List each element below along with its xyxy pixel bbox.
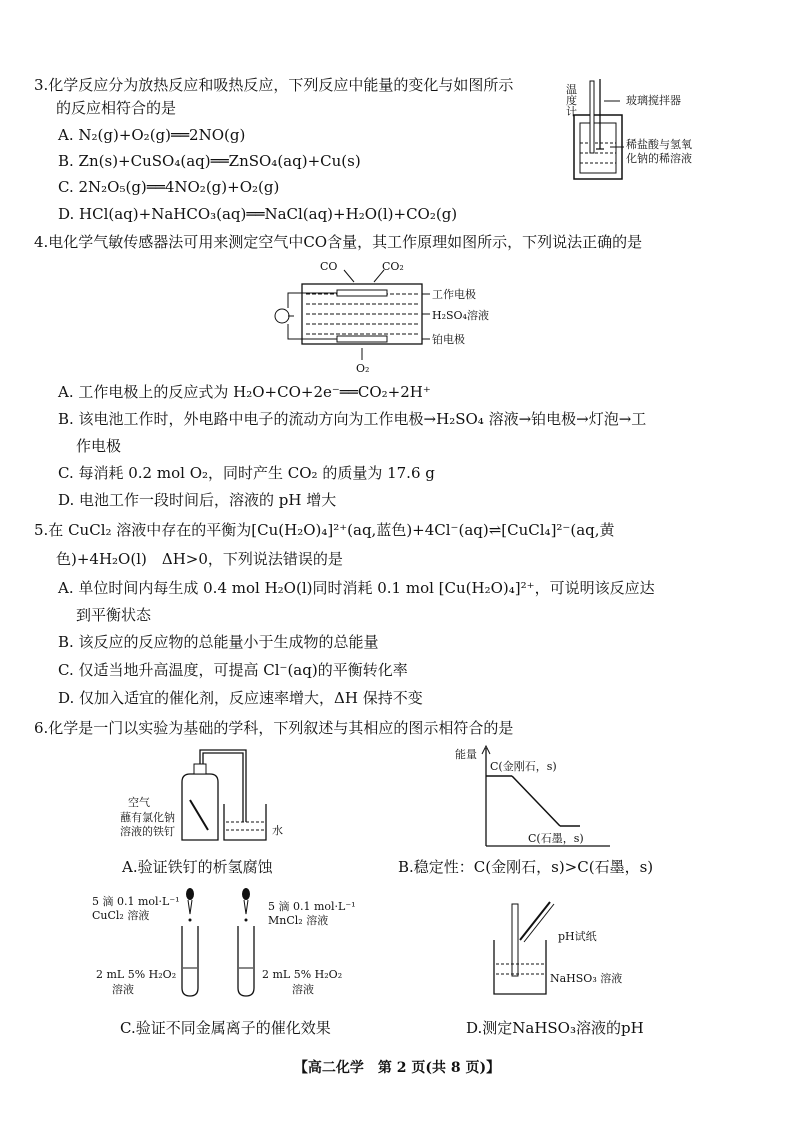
page-footer: 【高二化学 第 2 页(共 8 页)】 xyxy=(293,1060,501,1076)
fig-c-right-solution-line1: 2 mL 5% H₂O₂ xyxy=(262,968,343,981)
fig-c-test-tubes xyxy=(170,880,280,1000)
fig-c-right-solution-line2: 溶液 xyxy=(292,983,314,996)
fig-c-right-drop-line1: 5 滴 0.1 mol·L⁻¹ xyxy=(268,900,356,913)
h2so4-label: H₂SO₄溶液 xyxy=(432,309,489,322)
fig-b-graphite-label: C(石墨，s) xyxy=(528,832,584,845)
q3-option-d: D. HCl(aq)+NaHCO₃(aq)══NaCl(aq)+H₂O(l)+CO₂(g) xyxy=(58,205,458,223)
fig-a-nail-label-line1: 蘸有氯化钠 xyxy=(120,811,175,824)
q3-option-a: A. N₂(g)+O₂(g)══2NO(g) xyxy=(58,126,246,144)
fig-c-left-solution-line1: 2 mL 5% H₂O₂ xyxy=(96,968,177,981)
q4-option-c: C. 每消耗 0.2 mol O₂，同时产生 CO₂ 的质量为 17.6 g xyxy=(58,464,435,482)
q4-stem: 4.电化学气敏传感器法可用来测定空气中CO含量，其工作原理如图所示，下列说法正确的是 xyxy=(34,233,643,251)
fig-b-diamond-label: C(金刚石，s) xyxy=(490,760,557,773)
stirrer-label: 玻璃搅拌器 xyxy=(626,94,681,107)
fig-a-water-label: 水 xyxy=(272,824,283,837)
calorimeter-diagram xyxy=(560,75,720,185)
q5-stem-line2: 色)+4H₂O(l) ΔH>0，下列说法错误的是 xyxy=(56,550,343,568)
fig-a-air-label: 空气 xyxy=(128,796,150,809)
fig-a-nail-label-line2: 溶液的铁钉 xyxy=(120,825,175,838)
q3-option-b: B. Zn(s)+CuSO₄(aq)══ZnSO₄(aq)+Cu(s) xyxy=(58,152,361,170)
fig-c-left-solution-line2: 溶液 xyxy=(112,983,134,996)
fig-c-left-drop-line2: CuCl₂ 溶液 xyxy=(92,909,150,922)
fig-b-energy-label: 能量 xyxy=(455,748,477,761)
q3-option-c: C. 2N₂O₅(g)══4NO₂(g)+O₂(g) xyxy=(58,178,280,196)
q5-option-b: B. 该反应的反应物的总能量小于生成物的总能量 xyxy=(58,633,379,651)
q5-option-d: D. 仅加入适宜的催化剂，反应速率增大，ΔH 保持不变 xyxy=(58,689,423,707)
q3-stem-line2: 的反应相符合的是 xyxy=(56,99,177,117)
q5-option-a-line2: 到平衡状态 xyxy=(76,606,152,624)
co-label: CO xyxy=(320,260,338,273)
q4-option-a: A. 工作电极上的反应式为 H₂O+CO+2e⁻══CO₂+2H⁺ xyxy=(58,383,431,401)
q6-stem: 6.化学是一门以实验为基础的学科，下列叙述与其相应的图示相符合的是 xyxy=(34,719,514,737)
thermometer-label: 温度计 xyxy=(566,83,577,118)
q4-option-b-line2: 作电极 xyxy=(76,437,122,455)
q5-option-a-line1: A. 单位时间内每生成 0.4 mol H₂O(l)同时消耗 0.1 mol [Cu(H₂O)₄]²⁺，可说明该反应达 xyxy=(58,579,655,597)
q4-option-b-line1: B. 该电池工作时，外电路中电子的流动方向为工作电极→H₂SO₄ 溶液→铂电极→灯泡→工 xyxy=(58,410,647,428)
fig-a-caption: A.验证铁钉的析氢腐蚀 xyxy=(122,858,273,876)
fig-a-apparatus xyxy=(170,742,280,852)
fig-d-solution-label: NaHSO₃ 溶液 xyxy=(550,972,623,985)
fig-d-ph-paper-label: pH试纸 xyxy=(558,930,597,943)
work-electrode-label: 工作电极 xyxy=(432,288,476,301)
q4-option-d: D. 电池工作一段时间后，溶液的 pH 增大 xyxy=(58,491,337,509)
fig-c-caption: C.验证不同金属离子的催化效果 xyxy=(120,1019,331,1037)
fig-b-caption: B.稳定性：C(金刚石，s)>C(石墨，s) xyxy=(398,858,654,876)
solution-label-line1: 稀盐酸与氢氧 xyxy=(626,138,692,151)
pt-electrode-label: 铂电极 xyxy=(432,333,465,346)
gas-sensor-diagram xyxy=(262,256,442,376)
q3-stem-line1: 3.化学反应分为放热反应和吸热反应，下列反应中能量的变化与如图所示 xyxy=(34,76,514,94)
fig-c-right-drop-line2: MnCl₂ 溶液 xyxy=(268,914,329,927)
q5-option-c: C. 仅适当地升高温度，可提高 Cl⁻(aq)的平衡转化率 xyxy=(58,661,408,679)
fig-d-caption: D.测定NaHSO₃溶液的pH xyxy=(466,1019,644,1037)
o2-label: O₂ xyxy=(356,362,370,375)
solution-label-line2: 化钠的稀溶液 xyxy=(626,152,692,165)
co2-label: CO₂ xyxy=(382,260,404,273)
q5-stem-line1: 5.在 CuCl₂ 溶液中存在的平衡为[Cu(H₂O)₄]²⁺(aq,蓝色)+4Cl⁻(aq)⇌[CuCl₄]²⁻(aq,黄 xyxy=(34,521,615,539)
fig-c-left-drop-line1: 5 滴 0.1 mol·L⁻¹ xyxy=(92,895,180,908)
